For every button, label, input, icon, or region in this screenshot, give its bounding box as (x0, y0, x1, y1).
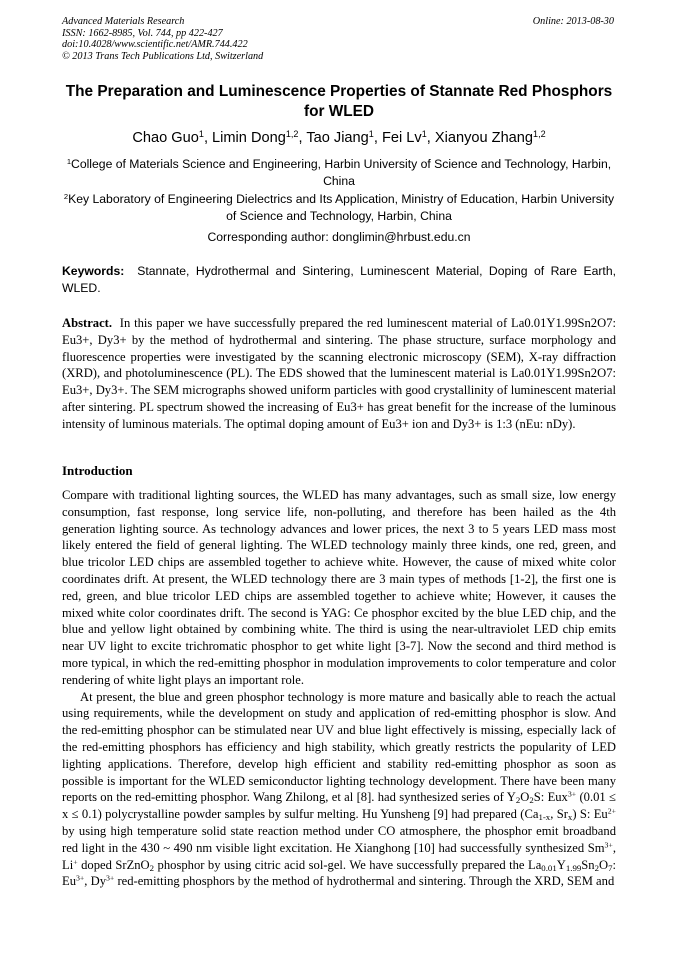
abstract-block (62, 315, 616, 433)
doi-line: doi:10.4028/www.scientific.net/AMR.744.422 (62, 39, 248, 51)
paragraph: Compare with traditional lighting sources, the WLED has many advantages, such as small size, low energy consumption, fast response, long service life, non-polluting, and therefore has been hailed as the 4th generation lighting source. As technology advances and lower prices, the next 3 to 5 years LED mass most likely entered the field of general lighting. The WLED technology mainly three kinds, one red, green, and blue tricolor LED chips are assembled together to achieve white. However, the cause of mixed white color coordinates drift. At present, the WLED technology there are 3 main types of methods [1-2], the first one is red, green, and blue tricolor LED chips are assembled together to achieve white; However, it causes the mixed white color coordinates drift. The second is YAG: Ce phosphor excited by the blue LED chip, and the blue and yellow light obtained by combining white. The third is using the near-ultraviolet LED chip emits near UV light to excite trichromatic phosphor to get white light [3-7]. Now the second and third method is more typical, in which the red-emitting phosphor in modulation improvements to color temperature and color rendering of white light plays an important role. (62, 488, 616, 687)
abstract-text: In this paper we have successfully prepared the red luminescent material of La0.01Y1.99Sn2O7: Eu3+, Dy3+ by the method of hydrothermal and sintering. The phase structure, surface morphology and fluorescence properties were investigated by the scanning electronic microscopy (SEM), X-ray diffraction (XRD), and photoluminescence (PL). The EDS showed that the luminescent material is La0.01Y1.99Sn2O7: Eu3+, Dy3+. The SEM micrographs showed uniform particles with good crystallinity of luminescent material after sintering. PL spectrum showed the increasing of Eu3+ has great benefit for the increase of the luminous intensity of luminous materials. The optimal doping amount of Eu3+ ion and Dy3+ is 1:3 (nEu: nDy). (62, 316, 616, 431)
author-affiliation: 1 (421, 129, 427, 140)
author-affiliation: 1 (368, 129, 374, 140)
author-affiliation: 1 (198, 129, 204, 140)
online-date: Online: 2013-08-30 (532, 16, 614, 27)
copyright-line: © 2013 Trans Tech Publications Ltd, Switzerland (62, 50, 264, 62)
journal-name: Advanced Materials Research (62, 16, 185, 27)
keywords-text: Stannate, Hydrothermal and Sintering, Luminescent Material, Doping of Rare Earth, WLED. (62, 264, 616, 295)
author-list: Chao Guo$^1$, Limin Dong$^{1,2}$, Tao Jiang$^1$, Fei Lv$^1$, Xianyou Zhang$^{1,2}$ (132, 129, 546, 146)
affiliation-number: 1 (66, 156, 72, 166)
author-name: Xianyou Zhang (434, 130, 534, 146)
author-name: Tao Jiang (306, 130, 369, 146)
author-name: Limin Dong (212, 130, 286, 146)
introduction-body (62, 487, 616, 890)
affiliation-1 (62, 156, 616, 190)
paragraph: At present, the blue and green phosphor technology is more mature and basically able to reach the actual using requirements, while the development on study and application of red-emitting phosphor is slow. And the red-emitting phosphor can be stimulated near UV and blue light effectively is missing, especially lack of the red-emitting phosphors has efficiency and high stability, which greatly restricts the popularity of LED lighting applications. Therefore, develop high efficient and stability red-emitting phosphor as soon as possible is important for the WLED semiconductor lighting technology development. There have been many reports on the red-emitting phosphor. Wang Zhilong, et al [8]. had synthesized series of $Y_2O_2S$: Eux$^{3+}$ (0.01 ≤ x ≤ 0.1) polycrystalline powder samples by sulfur melting. Hu Yunsheng [9] had prepared ($Ca_{1-x}$, $Sr_x$) S: $Eu^{2+}$ by using high temperature solid state reaction method under CO atmosphere, the phosphor emit broadband red light in the 430 ~ 490 nm visible light excitation. He Xianghong [10] had successfully synthesized $Sm^{3+}$, Li+ doped SrZnO$_2$ phosphor by using citric acid sol-gel. We have successfully prepared the $La_{0.01}Y_{1.99}Sn_2O_7$: $Eu^{3+}$, $Dy^{3+}$ red-emitting phosphors by the method of hydrothermal and sintering. Through the XRD, SEM and (62, 689, 617, 889)
affiliation-text: Key Laboratory of Engineering Dielectrics and Its Application, Ministry of Education, Harbin University of Science and Technology, Harbin, China (68, 192, 615, 223)
affiliation-2 (62, 191, 616, 225)
paper-title: The Preparation and Luminescence Properties of Stannate Red Phosphors for WLED (65, 83, 613, 120)
keywords-label: Keywords: (62, 264, 125, 278)
keywords-block (62, 263, 616, 297)
author-affiliation: 1,2 (533, 129, 546, 140)
author-name: Chao Guo (132, 130, 199, 146)
affiliation-number: 2 (63, 191, 69, 201)
issn-line: ISSN: 1662-8985, Vol. 744, pp 422-427 (62, 27, 223, 39)
author-name: Fei Lv (381, 130, 422, 146)
abstract-label: Abstract. (62, 316, 113, 330)
author-affiliation: 1,2 (285, 129, 299, 140)
affiliation-text: College of Materials Science and Engineering, Harbin University of Science and Technology, Harbin, China (71, 157, 612, 188)
corresponding-author: Corresponding author: donglimin@hrbust.edu.cn (207, 230, 471, 244)
section-heading-introduction: Introduction (62, 463, 133, 478)
